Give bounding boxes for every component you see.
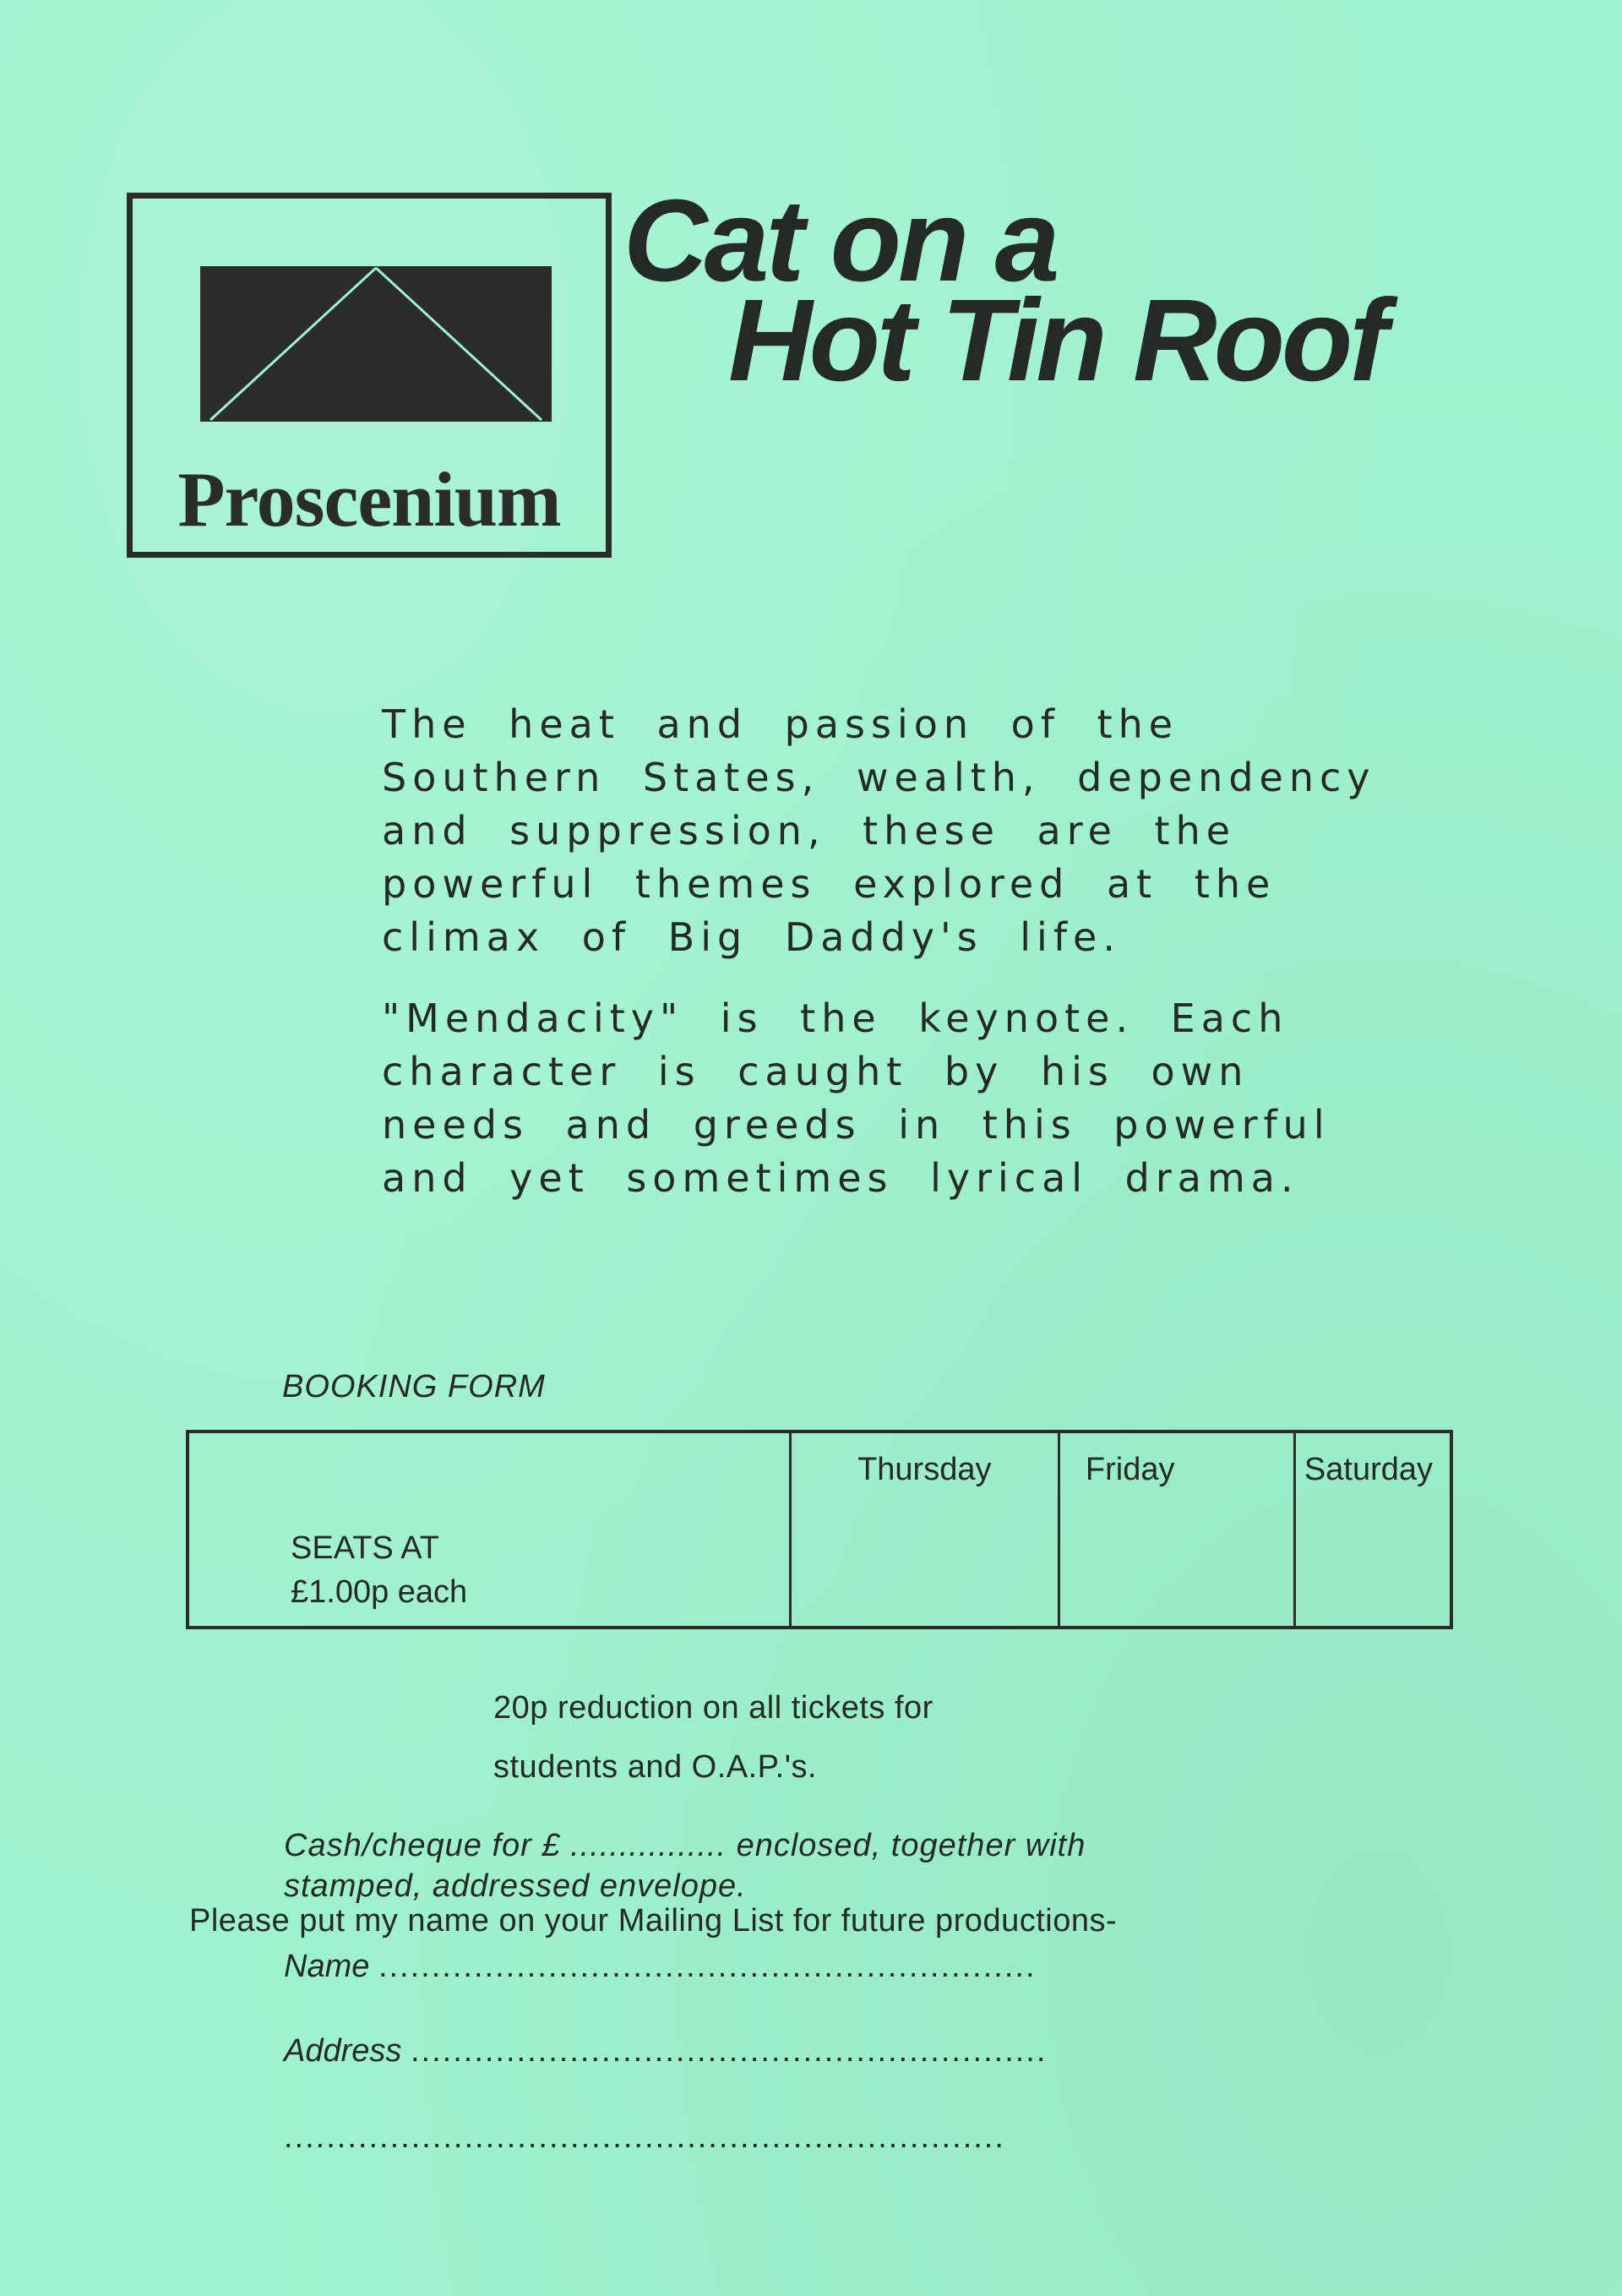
address-field-line-2[interactable]	[284, 2119, 1005, 2156]
name-blank-line[interactable]: ..............................................................	[378, 1949, 1037, 1984]
mailing-list-request: Please put my name on your Mailing List for future productions-	[189, 1903, 1118, 1939]
blurb-line: climax of Big Daddy's life.	[382, 914, 1121, 960]
name-field[interactable]	[284, 1949, 1037, 1985]
proscenium-stage-icon	[200, 266, 552, 422]
day-cell-friday[interactable]	[1059, 1432, 1294, 1628]
booking-table	[186, 1430, 1453, 1629]
day-label: Thursday	[857, 1452, 992, 1487]
reduction-line: students and O.A.P.'s.	[493, 1749, 818, 1785]
day-label: Saturday	[1304, 1452, 1433, 1487]
seats-price-cell	[188, 1432, 790, 1628]
booking-form-heading: BOOKING FORM	[282, 1369, 546, 1404]
blurb-line: needs and greeds in this powerful	[382, 1102, 1331, 1148]
day-cell-thursday[interactable]	[790, 1432, 1059, 1628]
logo-wordmark: Proscenium	[177, 456, 561, 543]
payment-line: stamped, addressed envelope.	[284, 1868, 747, 1904]
blurb-line: and suppression, these are the	[382, 808, 1237, 854]
blurb-paragraph-2	[382, 992, 1429, 1205]
address-label: Address	[284, 2033, 402, 2069]
address-field[interactable]	[284, 2033, 1047, 2070]
day-label: Friday	[1085, 1452, 1175, 1487]
address-blank-line-2[interactable]: ....................................................................	[284, 2119, 1005, 2155]
blurb-line: "Mendacity" is the keynote. Each	[382, 995, 1289, 1041]
payment-line: Cash/cheque for £ ................ enclosed, together with	[284, 1828, 1086, 1863]
reduction-line: 20p reduction on all tickets for	[493, 1690, 933, 1726]
blurb-line: character is caught by his own	[382, 1049, 1249, 1094]
blurb-line: and yet sometimes lyrical drama.	[382, 1155, 1299, 1201]
proscenium-logo	[127, 193, 612, 558]
day-cell-saturday[interactable]	[1294, 1432, 1451, 1628]
payment-note	[284, 1825, 1086, 1906]
address-blank-line[interactable]: ............................................................	[410, 2033, 1048, 2069]
blurb-line: powerful themes explored at the	[382, 861, 1276, 907]
blurb-line: The heat and passion of the	[382, 701, 1179, 747]
play-title-line-2: Hot Tin Roof	[728, 275, 1385, 406]
seats-label: SEATS AT	[291, 1530, 439, 1566]
reduction-note	[493, 1678, 933, 1797]
blurb-line: Southern States, wealth, dependency	[382, 755, 1376, 800]
seats-price: £1.00p each	[291, 1574, 468, 1610]
name-label: Name	[284, 1949, 370, 1984]
play-title-line-1: Cat on a	[623, 176, 1057, 306]
blurb-paragraph-1	[382, 698, 1429, 964]
